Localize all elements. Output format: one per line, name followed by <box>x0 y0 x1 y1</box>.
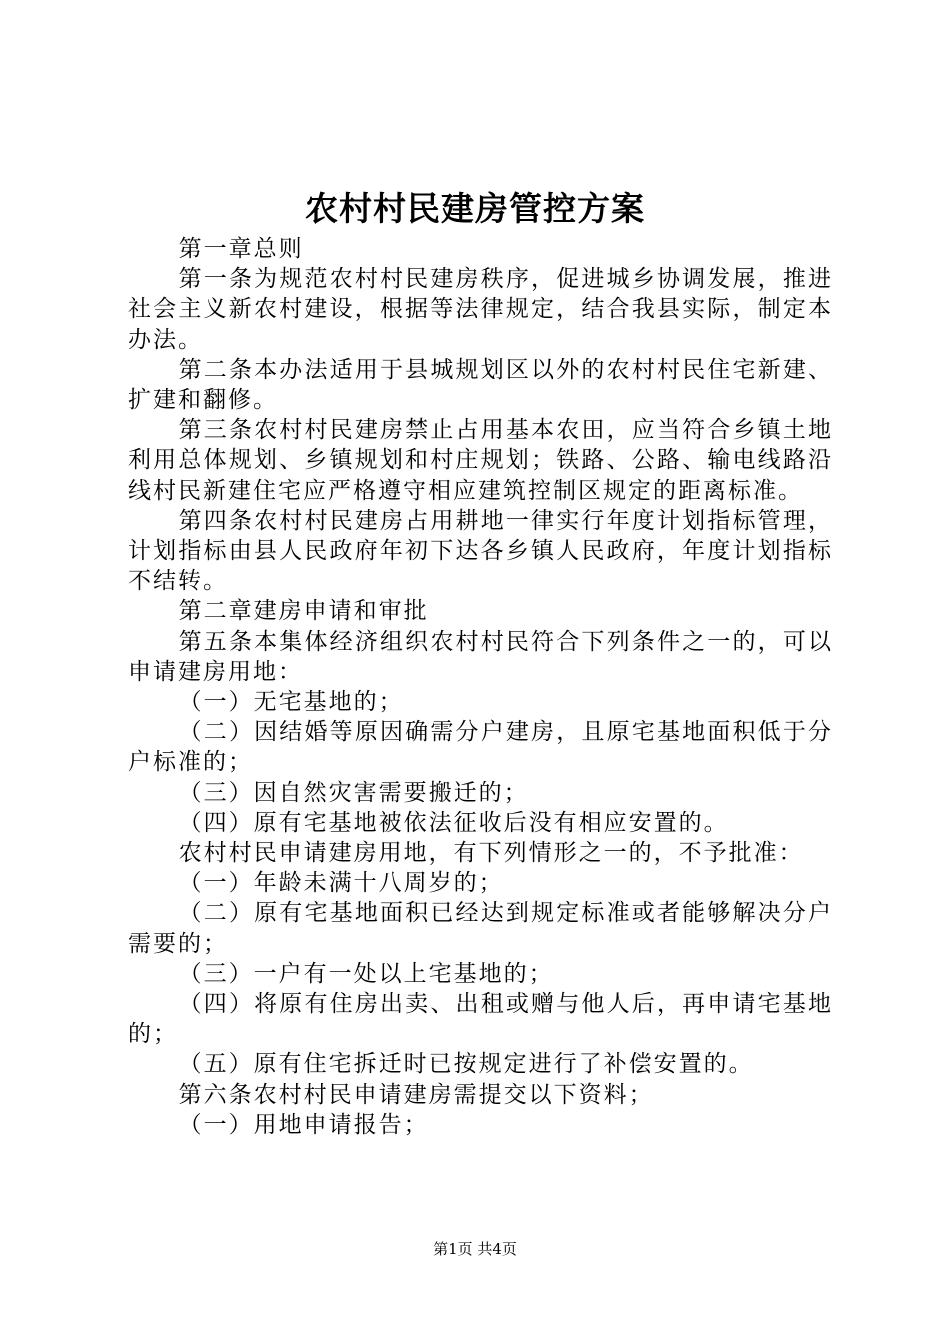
list-item: （四）原有宅基地被依法征收后没有相应安置的。 <box>178 809 729 836</box>
list-item: （三）因自然灾害需要搬迁的； <box>178 779 529 806</box>
list-item: （一）用地申请报告； <box>178 1111 429 1138</box>
paragraph-article-1: 第一条为规范农村村民建房秩序，促进城乡协调发展，推进社会主义新农村建设，根据等法律规定，结合我县实际，制定本办法。 <box>128 266 833 353</box>
paragraph-article-2: 第二条本办法适用于县城规划区以外的农村村民住宅新建、扩建和翻修。 <box>128 356 833 414</box>
paragraph-article-4: 第四条农村村民建房占用耕地一律实行年度计划指标管理，计划指标由县人民政府年初下达各乡镇人民政府，年度计划指标不结转。 <box>128 507 833 595</box>
paragraph-chapter-2: 第二章建房申请和审批 <box>178 598 429 625</box>
paragraph-rejection-intro: 农村村民申请建房用地，有下列情形之一的，不予批准： <box>178 840 804 867</box>
paragraph-article-6: 第六条农村村民申请建房需提交以下资料； <box>178 1081 654 1108</box>
list-item: （二）原有宅基地面积已经达到规定标准或者能够解决分户需要的； <box>128 900 833 957</box>
document-body <box>128 234 833 1140</box>
paragraph-article-3: 第三条农村村民建房禁止占用基本农田，应当符合乡镇土地利用总体规划、乡镇规划和村庄规划；铁路、公路、输电线路沿线村民新建住宅应严格遵守相应建筑控制区规定的距离标准。 <box>128 417 833 504</box>
paragraph-chapter-1: 第一章总则 <box>178 236 304 262</box>
paragraph-article-5: 第五条本集体经济组织农村村民符合下列条件之一的，可以申请建房用地： <box>128 628 833 685</box>
list-item: （一）无宅基地的； <box>178 689 404 716</box>
list-item: （三）一户有一处以上宅基地的； <box>178 960 554 987</box>
document-title: 农村村民建房管控方案 <box>305 189 645 228</box>
list-item: （五）原有住宅拆迁时已按规定进行了补偿安置的。 <box>178 1051 754 1078</box>
list-item: （四）将原有住房出卖、出租或赠与他人后，再申请宅基地的； <box>128 991 833 1048</box>
list-item: （二）因结婚等原因确需分户建房，且原宅基地面积低于分户标准的； <box>128 719 833 776</box>
page-number-footer: 第1页 共4页 <box>433 1240 517 1258</box>
list-item: （一）年龄未满十八周岁的； <box>178 870 504 897</box>
